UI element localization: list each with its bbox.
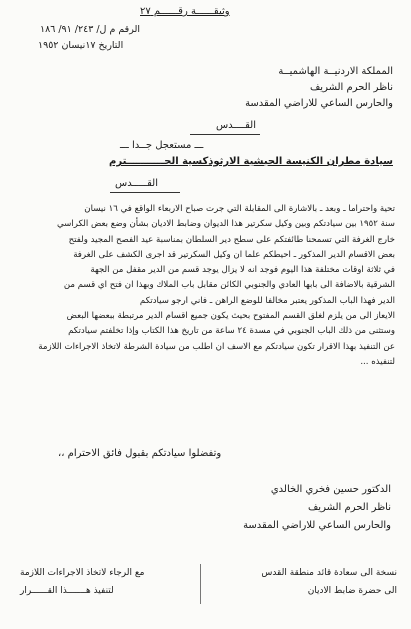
addressee-city: القـــــدس	[115, 178, 158, 189]
sender-kingdom: المملكة الاردنيــة الهاشميــة	[278, 66, 393, 77]
body-line: الدير فهذا الباب المذكور يعتبر مخالفا للوضع الراهن ـ فاني ارجو سيادتكم	[139, 295, 395, 306]
sender-title: ناظر الحرم الشريف	[309, 82, 393, 93]
divider	[110, 192, 180, 193]
closing-salutation: وتفضلوا سيادتكم بقبول فائق الاحترام ،،	[58, 448, 222, 459]
body-line: تحية واحتراما ـ وبعد ـ بالاشارة الى المقابلة التي جرت صباح الاربعاء الواقع في ١٦ نيسان	[84, 204, 395, 214]
body-line: لتنفيذه ...	[360, 356, 395, 367]
signatory-title: ناظر الحرم الشريف	[307, 502, 391, 513]
body-line: خارج الغرفة التي تسمحنا طائفتكم على سطح دير السلطان بمناسبة عيد الفصح المجيد ولفتح	[68, 234, 395, 245]
divider	[190, 134, 260, 135]
body-line: الشرقية بالاضافة الى بابها العادي والجنوبي الكائن مقابل باب الملاك وبهذا ان فتح اي قسم من	[63, 280, 395, 291]
body-line: في ثلاثة اوقات مختلفة هذا اليوم فوجد انه لا يزال يوجد قسم من الدير مقفل من الجهة	[90, 265, 395, 276]
body-line: عن التنفيذ بهذا الاقرار تكون سيادتكم مع الاسف ان اطلب من سيادة الشرطة لاتخاذ الاجراءات اللازمة	[38, 341, 395, 352]
sender-guardian: والحارس الساعي للاراضي المقدسة	[245, 98, 393, 109]
urgency-note: ـــ مستعجل جــدا ـــ	[120, 140, 204, 151]
copy-recipient: نسخة الى سعادة قائد منطقة القدس	[261, 568, 397, 578]
reference-number: الرقم م ل/ ٢٤٣/ ٩١/ ١٨٦	[40, 24, 140, 35]
copy-request-line: لتنفيذ هـــــــذا القــــــرار	[20, 586, 114, 596]
copies-divider	[200, 564, 201, 604]
body-line: وستثنى من ذلك الباب الجنوبي في مسدة ٢٤ ساعة من تاريخ هذا الكتاب وإذا تخلفتم سيادتكم	[68, 326, 395, 337]
sender-city: القــــدس	[215, 120, 256, 131]
letter-body	[15, 202, 395, 370]
copy-request-line: مع الرجاء لاتخاذ الاجراءات اللازمة	[20, 568, 145, 578]
body-line: الايعاز الى من يلزم لغلق القسم المفتوح بحيث يكون جميع اقسام الدير مرتبطة ببعضها البعض	[66, 311, 395, 322]
signatory-name: الدكتور حسين فخري الخالدي	[270, 484, 391, 495]
document-number: وثيقــــــة رقــــــم ٢٧	[140, 6, 230, 17]
letter-date: التاريخ ١٧نيسان ١٩٥٢	[38, 40, 124, 51]
signatory-guardian: والحارس الساعي للاراضي المقدسة	[243, 520, 391, 531]
addressee: سيادة مطران الكنيسة الحبشية الارثوذكسية الحـــــــــــترم	[109, 156, 393, 167]
copy-recipient: الى حضرة ضابط الاديان	[307, 586, 397, 596]
body-line: بعض الاقسام الدير المذكور ـ احيطكم علما ان وكيل السكرتير قد اجرى الكشف على الغرفة	[73, 249, 395, 260]
body-line: سنة ١٩٥٢ بين سيادتكم وبين وكيل سكرتير هذا الديوان وضابط الاديان بشأن وضع بعض الكراسي	[56, 219, 395, 230]
